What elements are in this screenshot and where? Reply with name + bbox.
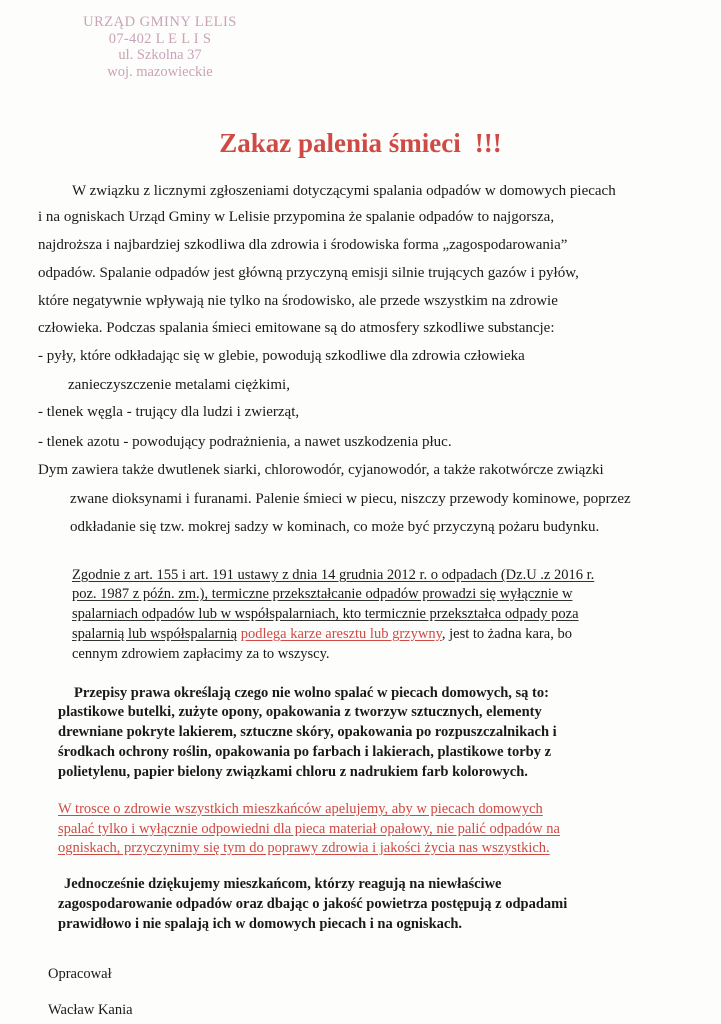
list-item: - tlenek węgla - trujący dla ludzi i zwierząt, [38,404,300,420]
law-phrase-tail: , jest to żadna kara, bo [441,626,572,642]
appeal-line: ogniskach, przyczynimy się tym do poprawy zdrowia i jakości życia nas wszystkich. [58,840,550,856]
appeal-line: W trosce o zdrowie wszystkich mieszkańców apelujemy, aby w piecach domowych [58,801,543,817]
author-label: Opracował [48,966,112,982]
intro-line: i na ogniskach Urząd Gminy w Lelisie przypomina że spalanie odpadów to najgorsza, [38,209,555,225]
title-text: Zakaz palenia śmieci [219,128,461,158]
office-stamp [60,14,260,80]
law-line: spalarniach odpadów lub w współspalarniach, kto termicznie przekształca odpady poza [72,606,579,622]
rules-line: plastikowe butelki, zużyte opony, opakowania z tworzyw sztucznych, elementy [58,704,542,720]
intro-line: najdroższa i najbardziej szkodliwa dla zdrowia i środowiska forma „zagospodarowania” [38,237,568,253]
stamp-line-postcode: 07-402 L E L I S [108,30,212,47]
intro-line: odpadów. Spalanie odpadów jest główną przyczyną emisji silnie trujących gazów i pyłów, [38,265,579,281]
title-exclaim: !!! [474,128,502,158]
stamp-line-region: woj. mazowieckie [107,63,213,80]
list-item-continuation: zanieczyszczenie metalami ciężkimi, [68,377,290,393]
list-item: - tlenek azotu - powodujący podrażnienia, a nawet uszkodzenia płuc. [38,434,452,450]
stamp-line-street: ul. Szkolna 37 [118,47,202,63]
thanks-line: zagospodarowanie odpadów oraz dbając o jakość powietrza postępują z odpadami [58,896,568,912]
intro-line: które negatywnie wpływają nie tylko na środowisko, ale przede wszystkim na zdrowie [38,293,558,309]
intro-line: człowieka. Podczas spalania śmieci emitowane są do atmosfery szkodliwe substancje: [38,320,555,336]
intro-line: odkładanie się tzw. mokrej sadzy w kominach, co może być przyczyną pożaru budynku. [70,519,600,535]
thanks-line: prawidłowo i nie spalają ich w domowych piecach i na ogniskach. [58,916,463,932]
list-item: - pyły, które odkładając się w glebie, powodują szkodliwe dla zdrowia człowieka [38,348,525,364]
intro-line: Dym zawiera także dwutlenek siarki, chlorowodór, cyjanowodór, a także rakotwórcze związki [38,462,604,478]
intro-line: W związku z licznymi zgłoszeniami dotyczącymi spalania odpadów w domowych piecach [72,183,616,199]
law-line: poz. 1987 z późn. zm.), termiczne przekształcanie odpadów prowadzi się wyłącznie w [72,586,573,602]
rules-line: polietylenu, papier bielony związkami chloru z nadrukiem farb kolorowych. [58,764,528,780]
law-phrase-facility: spalarnią lub współspalarnią [72,626,238,642]
page-title [0,128,721,159]
rules-line: środkach ochrony roślin, opakowania po farbach i lakierach, plastikowe torby z [58,744,552,760]
stamp-line-office: URZĄD GMINY LELIS [83,14,237,30]
law-penalty-highlight: podlega karze aresztu lub grzywny [240,626,442,642]
author-name: Wacław Kania [48,1002,133,1018]
rules-line: Przepisy prawa określają czego nie wolno spalać w piecach domowych, są to: [74,685,549,701]
thanks-line: Jednocześnie dziękujemy mieszkańcom, którzy reagują na niewłaściwe [64,876,502,892]
appeal-line: spalać tylko i wyłącznie odpowiedni dla pieca materiał opałowy, nie palić odpadów na [58,821,560,837]
law-line: Zgodnie z art. 155 i art. 191 ustawy z dnia 14 grudnia 2012 r. o odpadach (Dz.U .z 2016 r. [72,567,595,583]
law-line: cennym zdrowiem zapłacimy za to wszyscy. [72,646,330,662]
rules-line: drewniane pokryte lakierem, sztuczne skóry, opakowania po rozpuszczalnikach i [58,724,557,740]
intro-line: zwane dioksynami i furanami. Palenie śmieci w piecu, niszczy przewody kominowe, poprzez [70,491,631,507]
